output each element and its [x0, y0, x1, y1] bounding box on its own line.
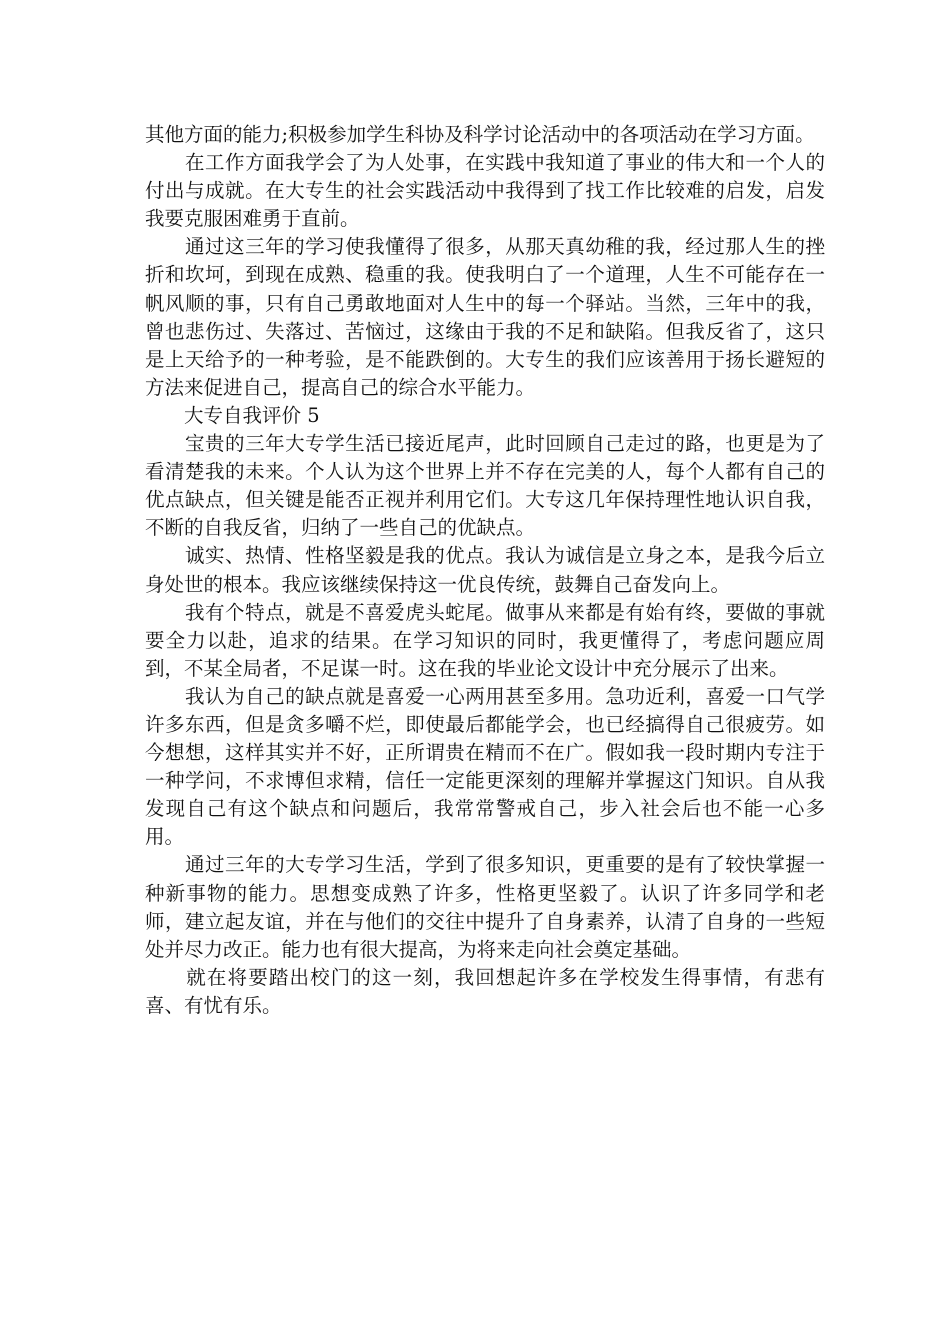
paragraph: 在工作方面我学会了为人处事，在实践中我知道了事业的伟大和一个人的付出与成就。在大专生的社会实践活动中我得到了找工作比较难的启发，启发我要克服困难勇于直前。	[145, 151, 825, 231]
paragraph: 其他方面的能力;积极参加学生科协及科学讨论活动中的各项活动在学习方面。	[145, 123, 815, 146]
paragraph: 我认为自己的缺点就是喜爱一心两用甚至多用。急功近利，喜爱一口气学许多东西，但是贪多嚼不烂，即使最后都能学会，也已经搞得自己很疲劳。如今想想，这样其实并不好，正所谓贵在精而不在广。假如我一段时期内专注于一种学问，不求博但求精，信任一定能更深刻的理解并掌握这门知识。自从我发现自己有这个缺点和问题后，我常常警戒自己，步入社会后也不能一心多用。	[145, 684, 825, 849]
paragraph: 诚实、热情、性格坚毅是我的优点。我认为诚信是立身之本，是我今后立身处世的根本。我应该继续保持这一优良传统，鼓舞自己奋发向上。	[145, 544, 825, 596]
paragraph: 宝贵的三年大专学生活已接近尾声，此时回顾自己走过的路，也更是为了看清楚我的未来。个人认为这个世界上并不存在完美的人，每个人都有自己的优点缺点，但关键是能否正视并利用它们。大专这几年保持理性地认识自我，不断的自我反省，归纳了一些自己的优缺点。	[145, 432, 825, 540]
section-heading: 大专自我评价 5	[145, 403, 320, 427]
paragraph: 我有个特点，就是不喜爱虎头蛇尾。做事从来都是有始有终，要做的事就要全力以赴，追求的结果。在学习知识的同时，我更懂得了，考虑问题应周到，不某全局者，不足谋一时。这在我的毕业论文设计中充分展示了出来。	[145, 600, 825, 680]
paragraph: 就在将要踏出校门的这一刻，我回想起许多在学校发生得事情，有悲有喜、有忧有乐。	[145, 965, 825, 1017]
document-body	[145, 121, 825, 1020]
paragraph: 通过这三年的学习使我懂得了很多，从那天真幼稚的我，经过那人生的挫折和坎坷，到现在成熟、稳重的我。使我明白了一个道理，人生不可能存在一帆风顺的事，只有自己勇敢地面对人生中的每一个驿站。当然，三年中的我，曾也悲伤过、失落过、苦恼过，这缘由于我的不足和缺陷。但我反省了，这只是上天给予的一种考验，是不能跌倒的。大专生的我们应该善用于扬长避短的方法来促进自己，提高自己的综合水平能力。	[145, 235, 825, 399]
paragraph: 通过三年的大专学习生活，学到了很多知识，更重要的是有了较快掌握一种新事物的能力。思想变成熟了许多，性格更坚毅了。认识了许多同学和老师，建立起友谊，并在与他们的交往中提升了自身素养，认清了自身的一些短处并尽力改正。能力也有很大提高，为将来走向社会奠定基础。	[145, 853, 825, 961]
